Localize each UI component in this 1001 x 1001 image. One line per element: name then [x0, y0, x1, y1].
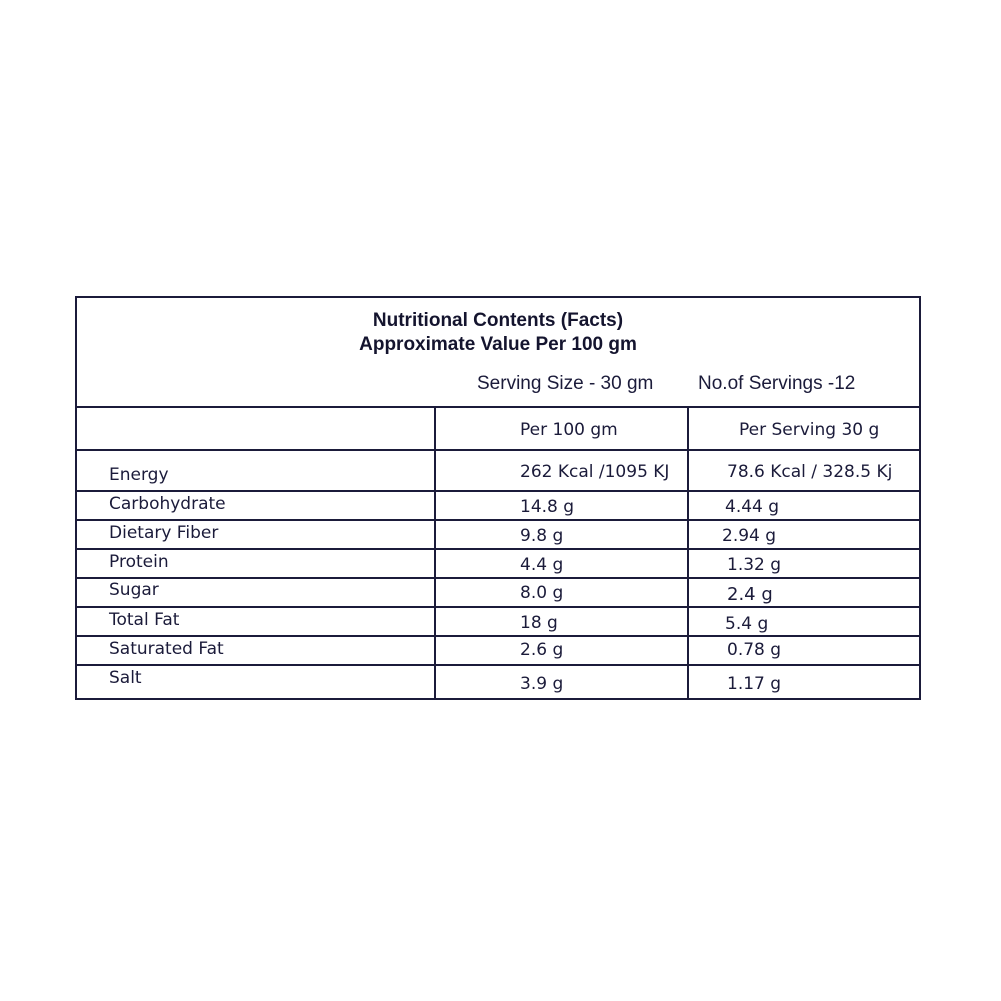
table-header-block — [77, 298, 919, 408]
per-serving-carbohydrate: 4.44 g — [725, 497, 780, 517]
nutrient-name-energy: Energy — [109, 465, 169, 485]
table-title: Nutritional Contents (Facts) — [372, 310, 624, 331]
per-serving-saturated-fat: 0.78 g — [727, 640, 782, 660]
nutrient-name-salt: Salt — [109, 668, 142, 688]
row-divider — [77, 635, 919, 637]
per-serving-sugar: 2.4 g — [727, 584, 773, 605]
nutrient-name-protein: Protein — [109, 552, 169, 572]
per-serving-dietary-fiber: 2.94 g — [722, 526, 777, 546]
row-divider — [77, 449, 919, 451]
column-header-per-serving: Per Serving 30 g — [739, 420, 880, 440]
nutrient-name-saturated-fat: Saturated Fat — [109, 639, 224, 659]
row-divider — [77, 519, 919, 521]
per-serving-total-fat: 5.4 g — [725, 614, 769, 634]
per-100-total-fat: 18 g — [520, 613, 558, 633]
nutrient-name-sugar: Sugar — [109, 580, 159, 600]
row-divider — [77, 606, 919, 608]
row-divider — [77, 664, 919, 666]
nutrition-facts-table — [75, 296, 921, 700]
per-100-carbohydrate: 14.8 g — [520, 497, 575, 517]
servings-count-label: No.of Servings -12 — [698, 373, 856, 394]
per-100-protein: 4.4 g — [520, 555, 564, 575]
nutrient-name-dietary-fiber: Dietary Fiber — [109, 523, 219, 543]
column-header-per-100: Per 100 gm — [520, 420, 618, 440]
row-divider — [77, 548, 919, 550]
nutrient-name-carbohydrate: Carbohydrate — [109, 494, 226, 514]
table-subtitle: Approximate Value Per 100 gm — [359, 334, 637, 355]
row-divider — [77, 490, 919, 492]
per-serving-energy: 78.6 Kcal / 328.5 Kj — [727, 462, 893, 482]
per-100-salt: 3.9 g — [520, 674, 564, 694]
per-100-energy: 262 Kcal /1095 KJ — [520, 462, 670, 482]
per-100-saturated-fat: 2.6 g — [520, 640, 564, 660]
per-serving-protein: 1.32 g — [727, 555, 782, 575]
per-100-sugar: 8.0 g — [520, 583, 564, 603]
serving-size-label: Serving Size - 30 gm — [477, 373, 654, 394]
per-serving-salt: 1.17 g — [727, 674, 782, 694]
per-100-dietary-fiber: 9.8 g — [520, 526, 564, 546]
row-divider — [77, 577, 919, 579]
nutrient-name-total-fat: Total Fat — [109, 610, 180, 630]
